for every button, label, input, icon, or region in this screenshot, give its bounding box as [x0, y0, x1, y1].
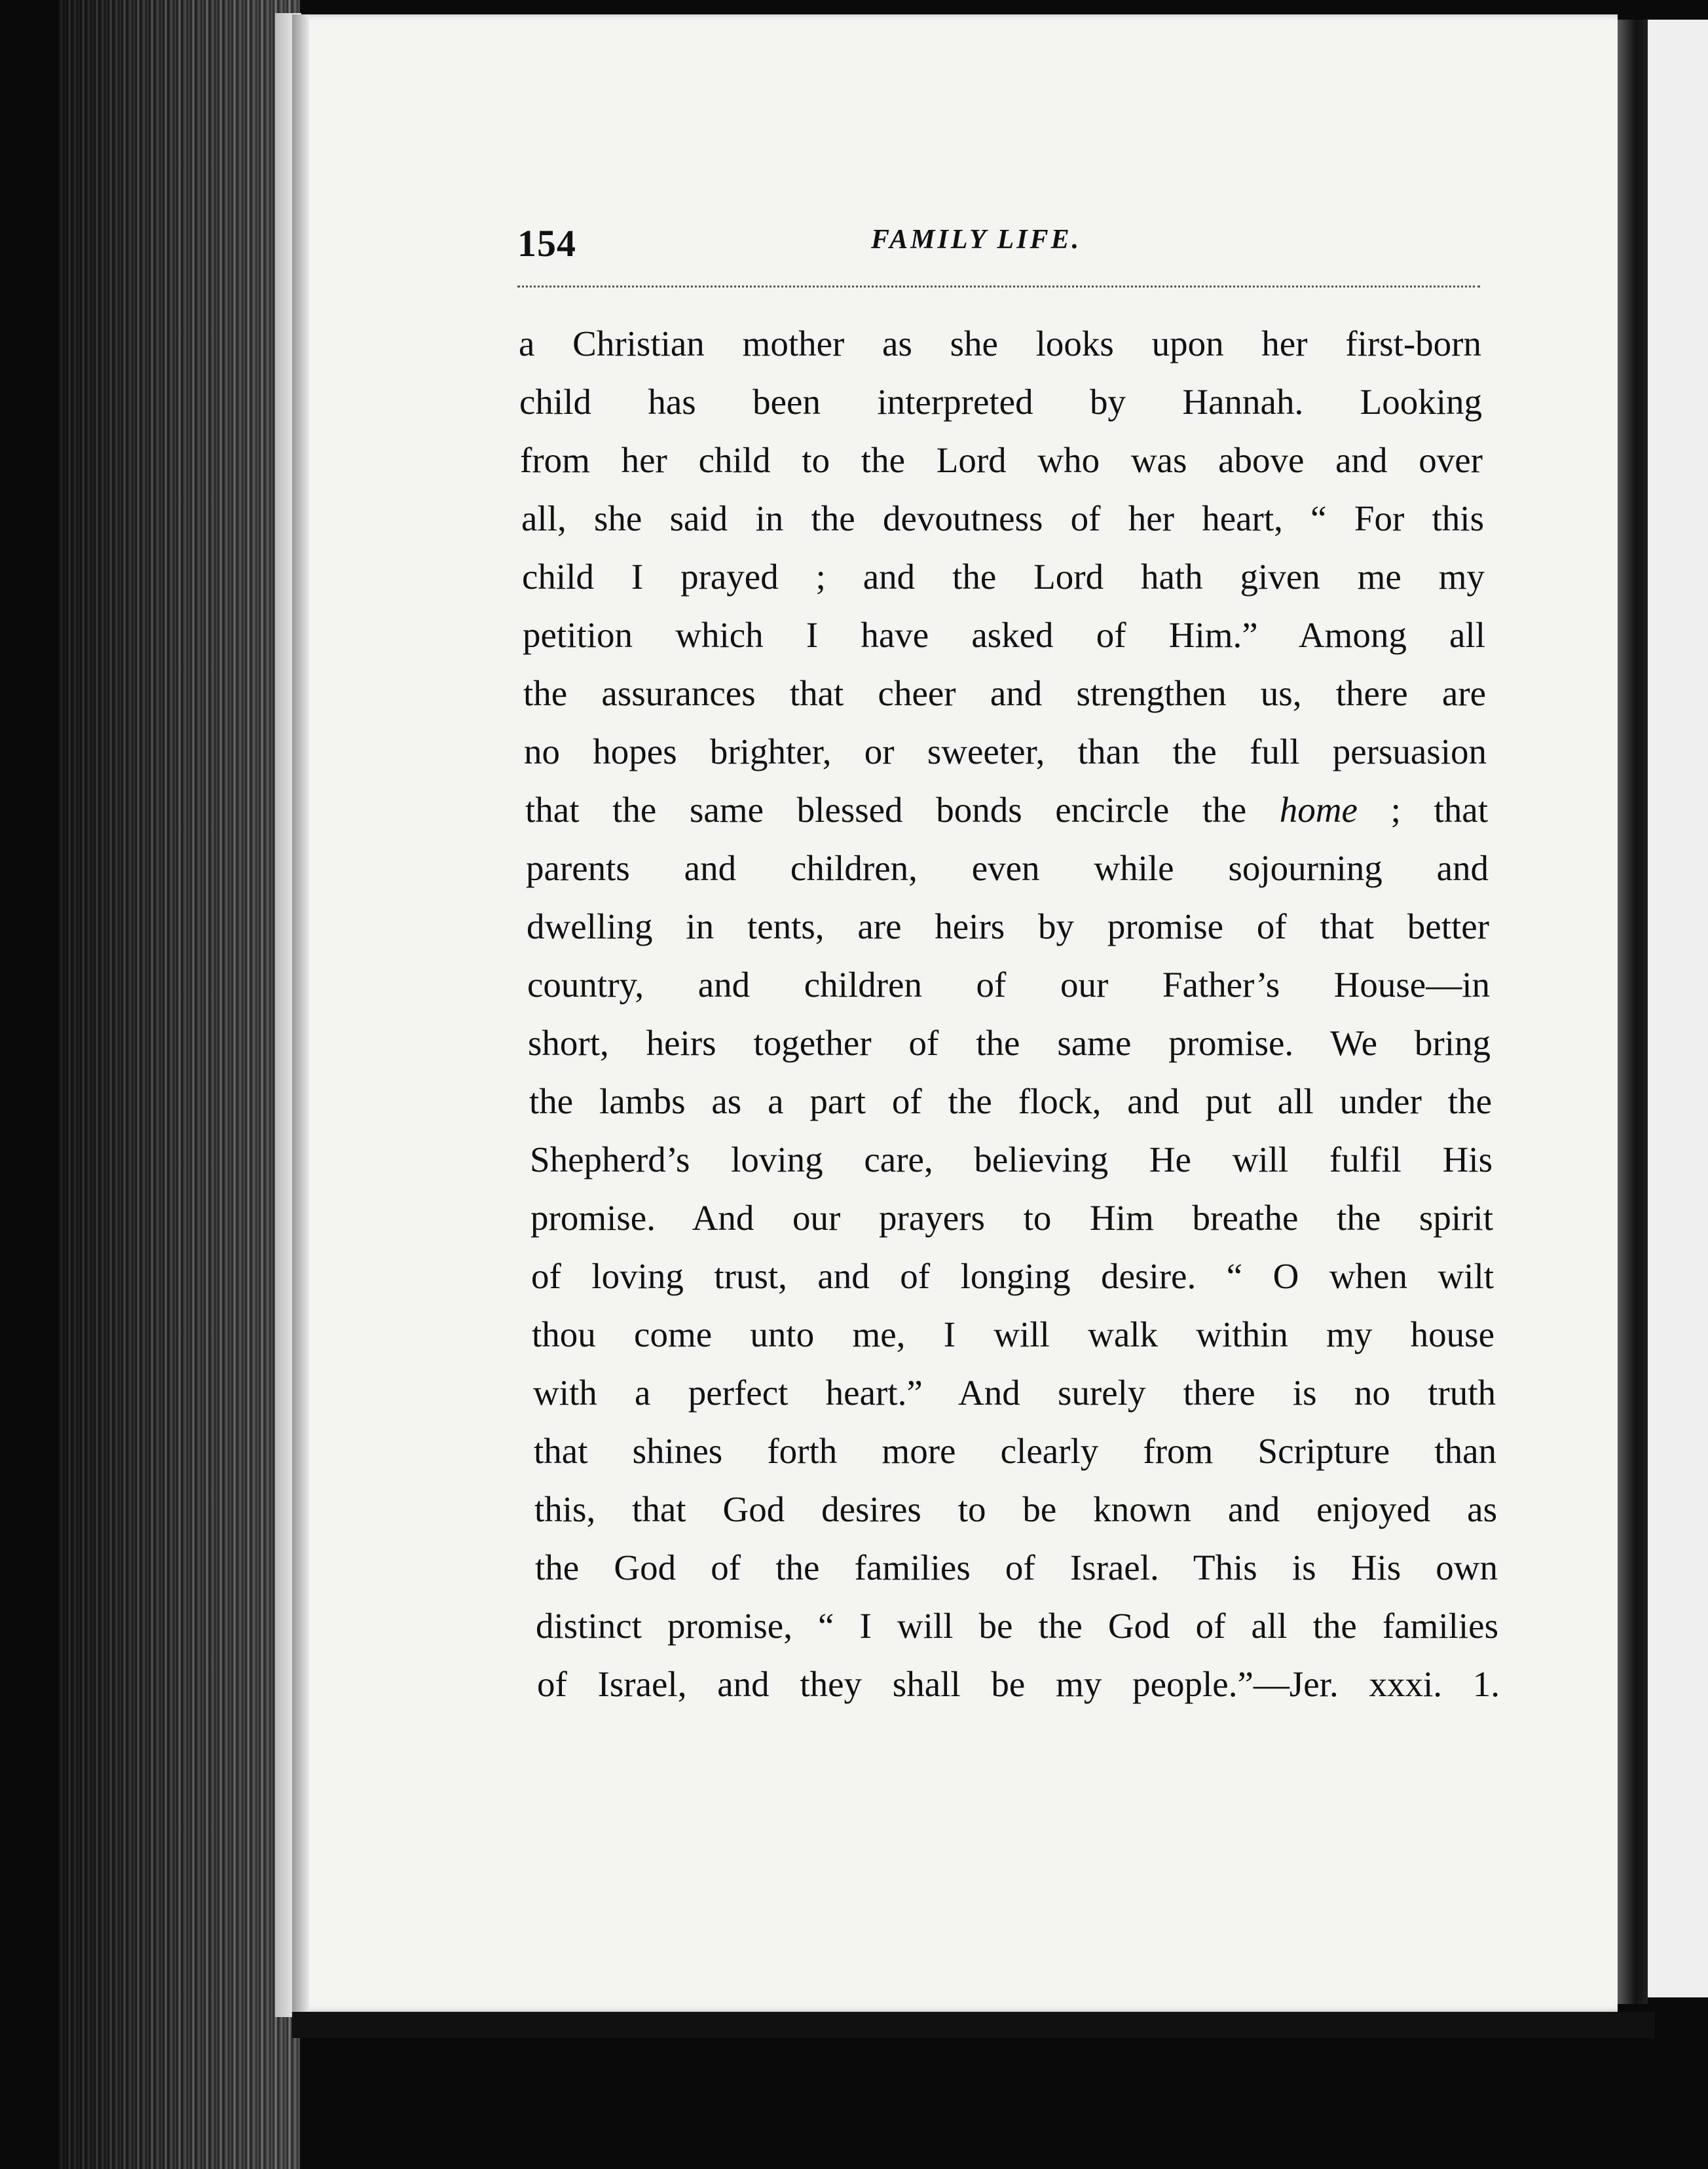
text-line: that shines forth more clearly from Scripture than [534, 1431, 1496, 1471]
text-line: distinct promise, “ I will be the God of all the families [536, 1606, 1498, 1646]
text-segment: ; that [1357, 790, 1488, 830]
text-line: petition which I have asked of Him.” Among all [523, 615, 1485, 655]
page-number: 154 [517, 222, 576, 265]
italic-word-home: home [1279, 790, 1358, 830]
running-title: FAMILY LIFE. [871, 225, 1082, 255]
bottom-shadow [292, 2012, 1654, 2038]
text-line: no hopes brighter, or sweeter, than the full persuasion [524, 732, 1487, 771]
body-paragraph [519, 314, 1501, 1713]
text-line: parents and children, even while sojourning and [526, 848, 1489, 888]
text-line: of Israel, and they shall be my people.”—Jer. xxxi. 1. [537, 1664, 1500, 1704]
text-line: Shepherd’s loving care, believing He will fulfil His [530, 1140, 1493, 1179]
text-line: the God of the families of Israel. This is His own [535, 1548, 1498, 1587]
text-line: short, heirs together of the same promise. We bring [528, 1023, 1491, 1063]
text-line: thou come unto me, I will walk within my house [532, 1314, 1494, 1354]
text-line: with a perfect heart.” And surely there is no truth [533, 1373, 1496, 1413]
text-line: the lambs as a part of the flock, and put all under the [529, 1081, 1492, 1121]
text-line: country, and children of our Father’s House—in [527, 965, 1490, 1005]
right-binding-shadow [1618, 20, 1648, 2004]
text-line [525, 781, 1488, 839]
text-line: the assurances that cheer and strengthen us, there are [523, 673, 1486, 713]
text-line: of loving trust, and of longing desire. “ O when wilt [531, 1256, 1494, 1296]
text-line: dwelling in tents, are heirs by promise of that better [527, 906, 1489, 946]
text-line: from her child to the Lord who was above and over [520, 440, 1483, 480]
text-segment: that the same blessed bonds encircle the [525, 790, 1280, 830]
text-line: child I prayed ; and the Lord hath given me my [522, 557, 1485, 597]
text-line: all, she said in the devoutness of her heart, “ For this [521, 498, 1484, 538]
running-head [517, 221, 1487, 274]
page-stack-edges [58, 0, 300, 2169]
text-line: this, that God desires to be known and enjoyed as [534, 1489, 1497, 1529]
text-line: promise. And our prayers to Him breathe the spirit [530, 1198, 1493, 1238]
text-line: child has been interpreted by Hannah. Looking [519, 382, 1482, 422]
text-line: a Christian mother as she looks upon her first-born [519, 324, 1481, 363]
header-rule [517, 286, 1480, 287]
facing-page-edge [1648, 20, 1708, 1997]
